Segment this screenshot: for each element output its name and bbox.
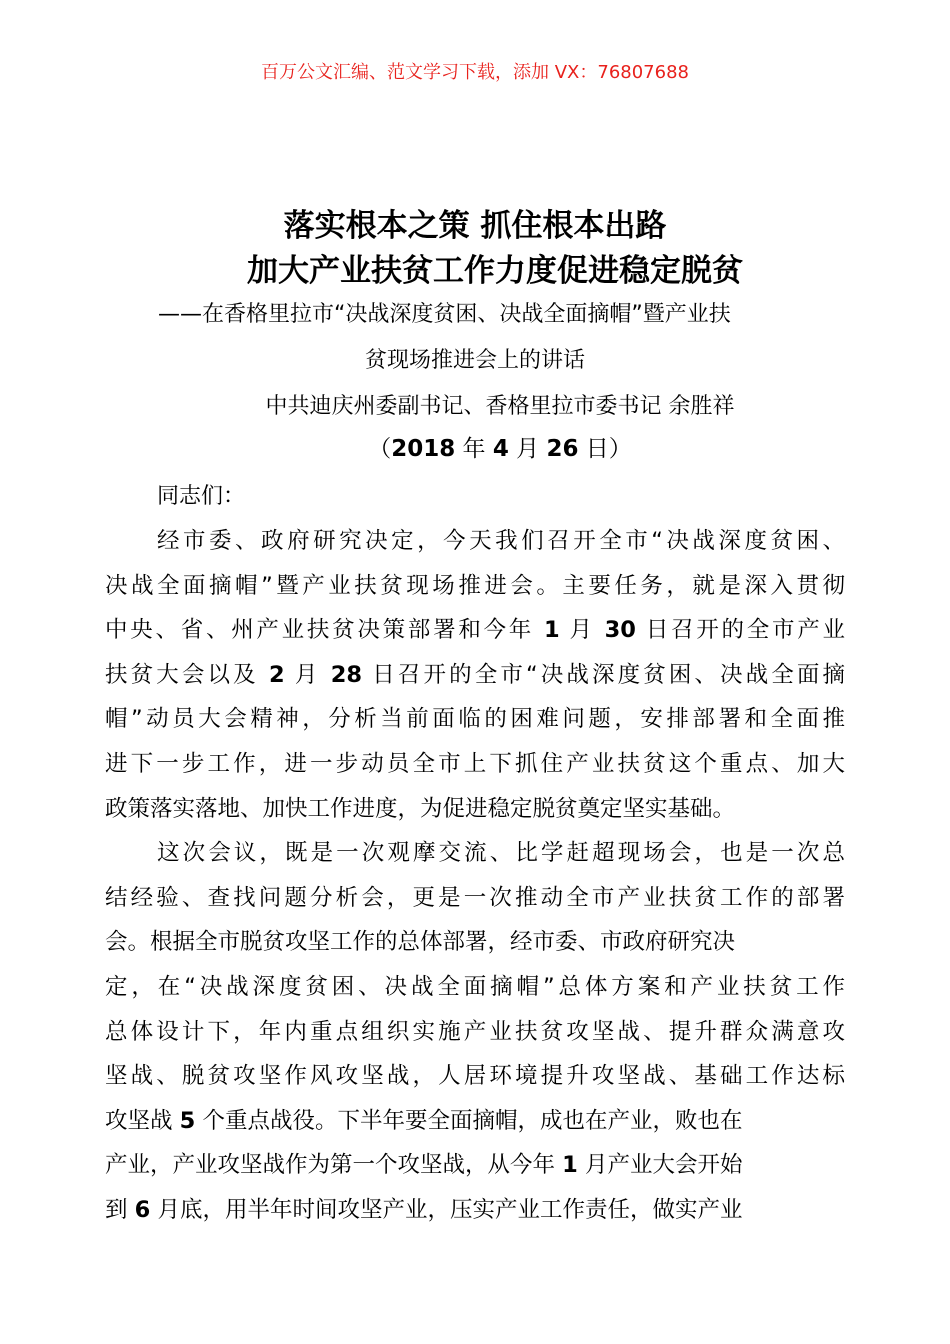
body-line: 中央、省、州产业扶贫决策部署和今年 1 月 30 日召开的全市产业 bbox=[105, 617, 846, 644]
body-line: 坚战、脱贫攻坚作风攻坚战，人居环境提升攻坚战、基础工作达标 bbox=[105, 1063, 845, 1090]
author-line: 中共迪庆州委副书记、香格里拉市委书记 余胜祥 bbox=[265, 394, 735, 419]
body-line: 攻坚战 5 个重点战役。下半年要全面摘帽，成也在产业，败也在 bbox=[105, 1107, 743, 1134]
body-line: 进下一步工作，进一步动员全市上下抓住产业扶贫这个重点、加大 bbox=[105, 750, 845, 777]
bold-number: 2018 bbox=[391, 436, 456, 462]
bold-number: 6 bbox=[134, 1196, 151, 1223]
bold-number: 4 bbox=[492, 436, 509, 462]
speech-date: （2018 年 4 月 26 日） bbox=[368, 436, 632, 462]
bold-number: 30 bbox=[604, 617, 636, 644]
body-line: 结经验、查找问题分析会，更是一次推动全市产业扶贫工作的部署 bbox=[105, 884, 845, 911]
body-line: 会。根据全市脱贫攻坚工作的总体部署，经市委、市政府研究决 bbox=[105, 929, 736, 956]
body-line: 这次会议，既是一次观摩交流、比学赶超现场会，也是一次总 bbox=[157, 840, 845, 867]
body-line: 扶贫大会以及 2 月 28 日召开的全市“决战深度贫困、决战全面摘 bbox=[105, 661, 845, 688]
body-line: 定，在“决战深度贫困、决战全面摘帽”总体方案和产业扶贫工作 bbox=[105, 973, 845, 1000]
document-title-line-1: 落实根本之策 抓住根本出路 bbox=[283, 208, 667, 244]
body-line: 到 6 月底，用半年时间攻坚产业，压实产业工作责任，做实产业 bbox=[105, 1196, 743, 1223]
subtitle-line-2: 贫现场推进会上的讲话 bbox=[364, 348, 585, 373]
bold-number: 26 bbox=[546, 436, 579, 462]
body-line: 产业，产业攻坚战作为第一个攻坚战，从今年 1 月产业大会开始 bbox=[105, 1152, 743, 1179]
body-line: 决战全面摘帽”暨产业扶贫现场推进会。主要任务，就是深入贯彻 bbox=[105, 572, 845, 599]
greeting: 同志们： bbox=[157, 484, 246, 509]
document-body bbox=[105, 519, 845, 1233]
bold-number: 28 bbox=[330, 661, 363, 688]
body-line: 经市委、政府研究决定，今天我们召开全市“决战深度贫困、 bbox=[157, 528, 845, 554]
body-line: 政策落实落地、加快工作进度，为促进稳定脱贫奠定坚实基础。 bbox=[105, 795, 736, 822]
bold-number: 1 bbox=[562, 1152, 578, 1179]
subtitle-line-1: ——在香格里拉市“决战深度贫困、决战全面摘帽”暨产业扶 bbox=[158, 302, 731, 327]
document-title-line-2: 加大产业扶贫工作力度促进稳定脱贫 bbox=[247, 253, 743, 289]
bold-number: 2 bbox=[268, 661, 285, 688]
watermark-banner: 百万公文汇编、范文学习下载，添加 VX：76807688 bbox=[261, 62, 689, 83]
body-line: 帽”动员大会精神，分析当前面临的困难问题，安排部署和全面推 bbox=[105, 706, 845, 733]
body-line: 总体设计下，年内重点组织实施产业扶贫攻坚战、提升群众满意攻 bbox=[105, 1018, 845, 1045]
bold-number: 1 bbox=[543, 617, 560, 644]
bold-number: 5 bbox=[179, 1107, 196, 1134]
